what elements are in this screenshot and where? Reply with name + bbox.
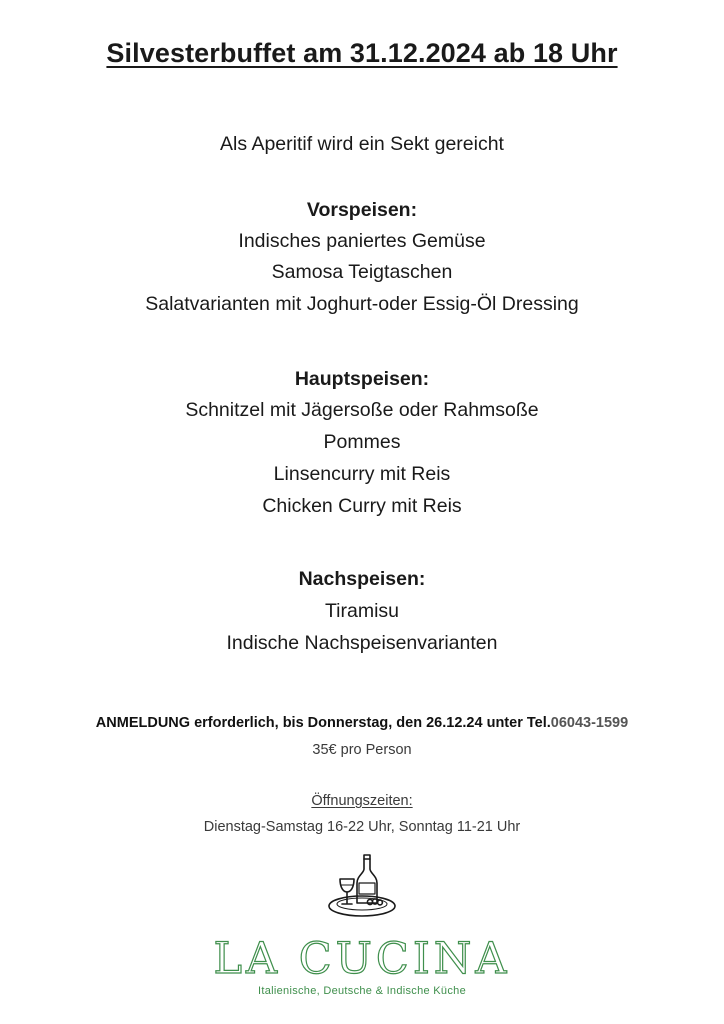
nachspeisen-item: Tiramisu bbox=[324, 600, 400, 622]
vorspeisen-heading: Vorspeisen: bbox=[306, 199, 418, 221]
hauptspeisen-item: Chicken Curry mit Reis bbox=[262, 495, 462, 517]
hours-heading-label: Öffnungszeiten: bbox=[311, 793, 413, 809]
price-text: 35€ pro Person bbox=[312, 742, 412, 758]
hauptspeisen-item: Schnitzel mit Jägersoße oder Rahmsoße bbox=[185, 399, 539, 421]
registration-text: ANMELDUNG erforderlich, bis Donnerstag, den 26.12.24 unter Tel. bbox=[95, 715, 551, 731]
nachspeisen-item: Indische Nachspeisenvarianten bbox=[226, 632, 498, 654]
hauptspeisen-item: Linsencurry mit Reis bbox=[273, 463, 451, 485]
hours-text: Dienstag-Samstag 16-22 Uhr, Sonntag 11-21 Uhr bbox=[203, 819, 521, 835]
brand-logo-name: LA CUCINA bbox=[213, 934, 511, 984]
nachspeisen-heading: Nachspeisen: bbox=[298, 568, 426, 590]
vorspeisen-item: Salatvarianten mit Joghurt-oder Essig-Öl Dressing bbox=[145, 293, 579, 315]
hauptspeisen-item: Pommes bbox=[323, 431, 401, 453]
hours-heading bbox=[0, 791, 724, 811]
brand-tagline: Italienische, Deutsche & Indische Küche bbox=[258, 985, 466, 997]
aperitif-text: Als Aperitif wird ein Sekt gereicht bbox=[220, 133, 504, 155]
wine-bottle-plate-icon bbox=[326, 853, 398, 921]
hauptspeisen-heading: Hauptspeisen: bbox=[294, 368, 430, 390]
page-title: Silvesterbuffet am 31.12.2024 ab 18 Uhr bbox=[106, 38, 618, 68]
phone-number: 06043-1599 bbox=[550, 715, 629, 731]
vorspeisen-item: Samosa Teigtaschen bbox=[271, 261, 453, 283]
vorspeisen-item: Indisches paniertes Gemüse bbox=[238, 230, 486, 252]
registration-line bbox=[0, 713, 724, 733]
